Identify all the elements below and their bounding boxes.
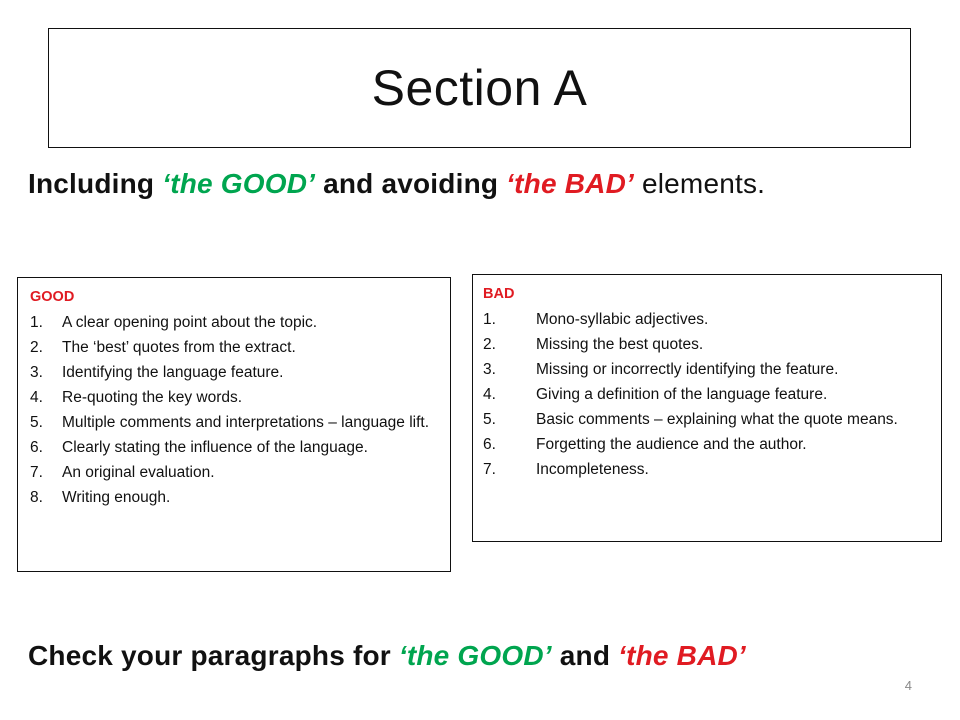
list-number: 7.: [30, 464, 43, 481]
list-text: Forgetting the audience and the author.: [536, 436, 807, 453]
list-item: [483, 307, 931, 332]
list-item: [483, 457, 931, 482]
headline-top-prefix: Including: [28, 168, 163, 199]
list-number: 5.: [30, 414, 43, 431]
list-text: Clearly stating the influence of the language.: [62, 439, 368, 456]
bad-list: [483, 307, 931, 482]
headline-top: [28, 168, 765, 200]
list-item: [30, 485, 440, 510]
list-number: 1.: [483, 311, 496, 328]
list-item: [30, 435, 440, 460]
list-number: 1.: [30, 314, 43, 331]
list-item: [483, 332, 931, 357]
headline-bottom-good: ‘the GOOD’: [398, 640, 552, 671]
list-number: 8.: [30, 489, 43, 506]
list-text: Missing the best quotes.: [536, 336, 704, 353]
list-number: 6.: [30, 439, 43, 456]
list-number: 3.: [483, 361, 496, 378]
bad-heading: BAD: [483, 286, 515, 302]
list-number: 5.: [483, 411, 496, 428]
list-text: Re-quoting the key words.: [62, 389, 243, 406]
list-text: Missing or incorrectly identifying the feature.: [536, 361, 839, 378]
list-text: Identifying the language feature.: [62, 364, 284, 381]
list-number: 2.: [483, 336, 496, 353]
list-item: [483, 432, 931, 457]
list-text: Mono-syllabic adjectives.: [536, 311, 709, 328]
title-box: [48, 28, 911, 148]
list-number: 7.: [483, 461, 496, 478]
list-number: 3.: [30, 364, 43, 381]
list-number: 4.: [30, 389, 43, 406]
list-item: [483, 357, 931, 382]
list-number: 2.: [30, 339, 43, 356]
list-item: [30, 410, 440, 435]
list-text: The ‘best’ quotes from the extract.: [62, 339, 296, 356]
headline-bottom-bad: ‘the BAD’: [618, 640, 746, 671]
list-text: Giving a definition of the language feature.: [536, 386, 828, 403]
list-number: 6.: [483, 436, 496, 453]
list-text: A clear opening point about the topic.: [62, 314, 318, 331]
headline-top-suffix: elements.: [633, 168, 766, 199]
list-number: 4.: [483, 386, 496, 403]
headline-top-good: ‘the GOOD’: [162, 168, 316, 199]
bad-list-box: [472, 274, 942, 542]
good-list-box: [17, 277, 451, 572]
headline-bottom-prefix: Check your paragraphs for: [28, 640, 399, 671]
good-heading: GOOD: [30, 289, 75, 305]
list-item: [483, 407, 931, 432]
list-text: Multiple comments and interpretations – language lift.: [62, 414, 430, 431]
list-item: [483, 382, 931, 407]
headline-top-middle: and avoiding: [315, 168, 507, 199]
list-text: Writing enough.: [62, 489, 171, 506]
list-item: [30, 335, 440, 360]
list-item: [30, 310, 440, 335]
list-item: [30, 385, 440, 410]
good-list: [30, 310, 440, 510]
list-item: [30, 460, 440, 485]
list-item: [30, 360, 440, 385]
page-number: 4: [904, 678, 912, 693]
list-text: Incompleteness.: [536, 461, 649, 478]
slide-title: Section A: [371, 60, 588, 116]
headline-bottom-middle: and: [551, 640, 619, 671]
list-text: Basic comments – explaining what the quote means.: [536, 411, 898, 428]
headline-top-bad: ‘the BAD’: [506, 168, 634, 199]
headline-bottom: [28, 640, 746, 672]
list-text: An original evaluation.: [62, 464, 215, 481]
